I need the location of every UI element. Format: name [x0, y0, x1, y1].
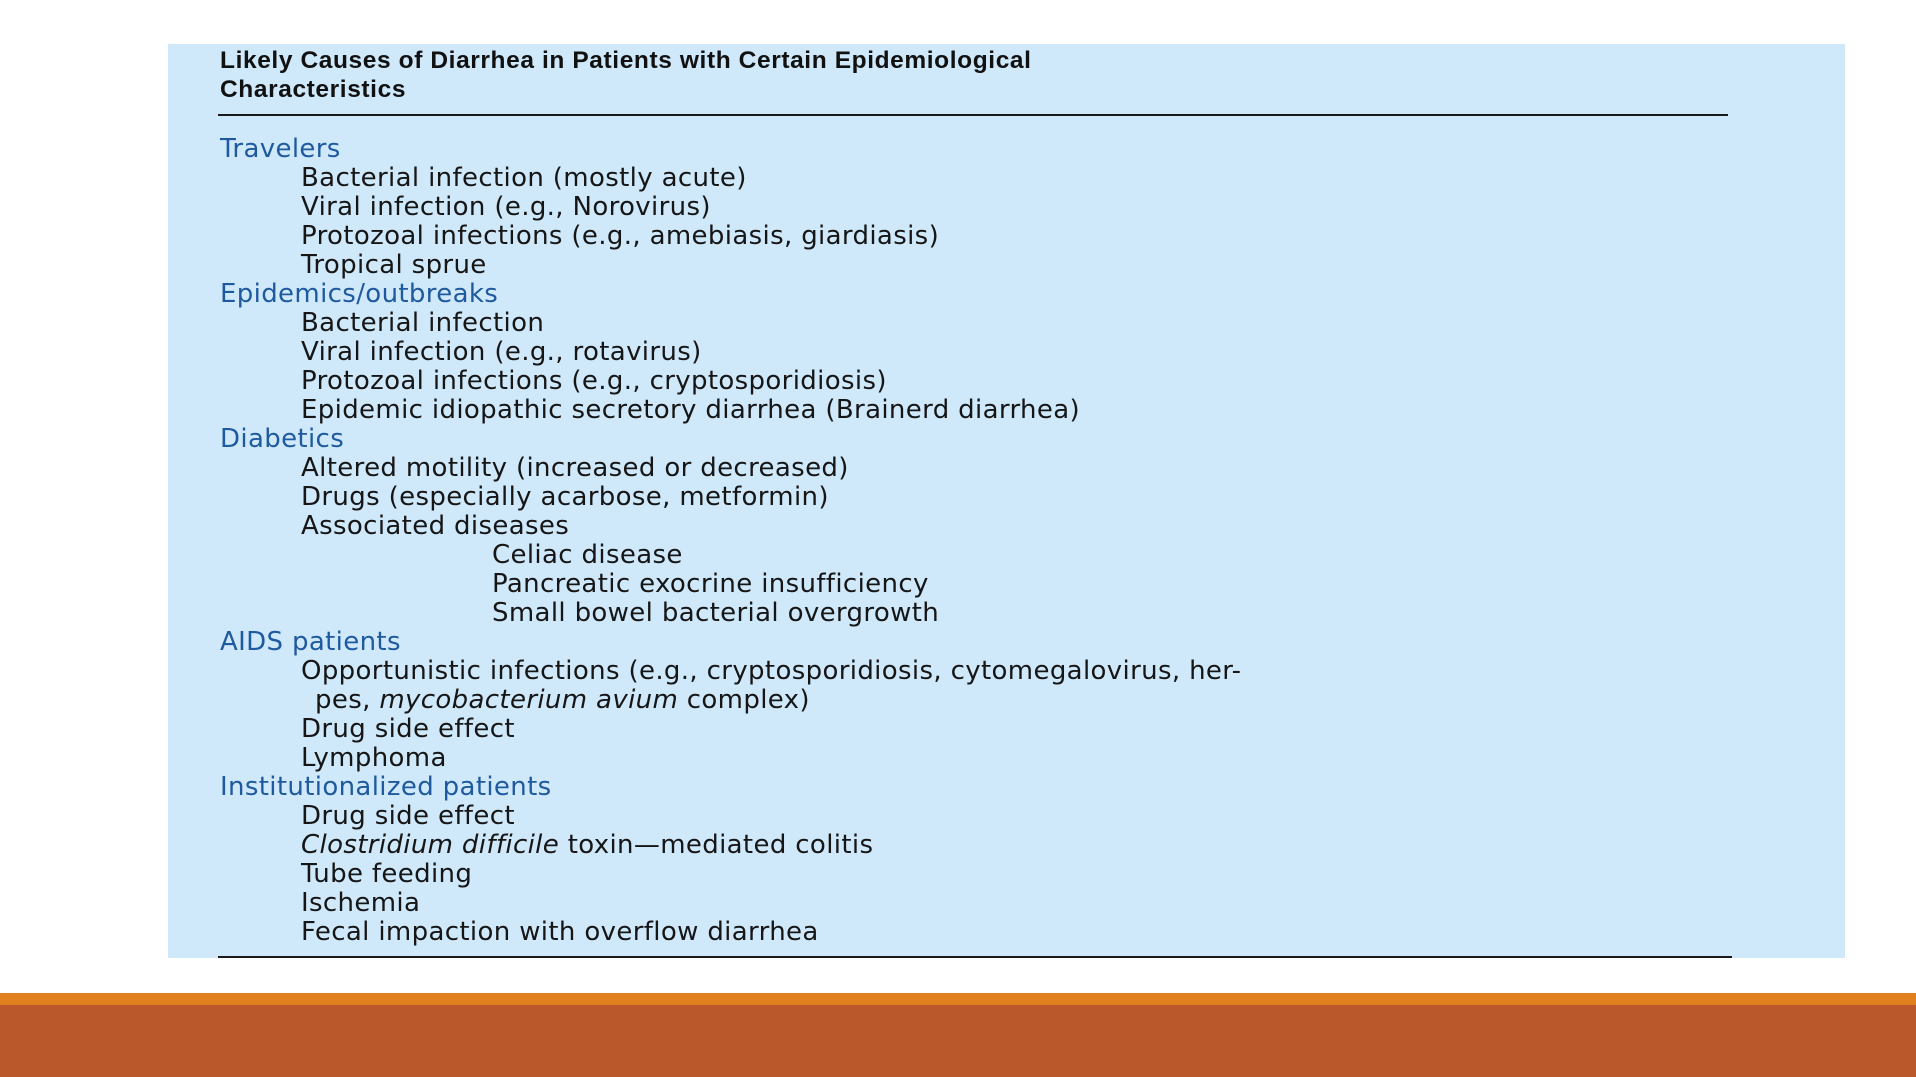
cause-subitem — [220, 599, 1241, 628]
row-text: Drug side effect — [301, 714, 515, 744]
row-text: Tube feeding — [301, 859, 473, 889]
cause-item — [220, 367, 1241, 396]
row-text-end: complex) — [678, 685, 810, 715]
row-text: Tropical sprue — [301, 250, 487, 280]
row-text: Celiac disease — [492, 540, 683, 570]
row-text: Epidemics/outbreaks — [220, 279, 499, 309]
cause-item — [220, 338, 1241, 367]
cause-item — [220, 309, 1241, 338]
category-heading — [220, 628, 1241, 657]
row-text: Ischemia — [301, 888, 421, 918]
cause-item — [220, 831, 1241, 860]
category-heading — [220, 280, 1241, 309]
cause-item — [220, 802, 1241, 831]
category-heading — [220, 135, 1241, 164]
row-text: Epidemic idiopathic secretory diarrhea (Brainerd diarrhea) — [301, 395, 1080, 425]
row-text: Bacterial infection — [301, 308, 545, 338]
cause-item — [220, 889, 1241, 918]
top-rule — [218, 114, 1728, 116]
row-text-italic: Clostridium difficile — [301, 830, 560, 860]
row-text: Diabetics — [220, 424, 345, 454]
row-text: Bacterial infection (mostly acute) — [301, 163, 747, 193]
row-text: Drugs (especially acarbose, metformin) — [301, 482, 829, 512]
row-text: Opportunistic infections (e.g., cryptosporidiosis, cytomegalovirus, her- — [301, 656, 1242, 686]
cause-item — [220, 860, 1241, 889]
cause-subitem — [220, 541, 1241, 570]
row-text: Viral infection (e.g., Norovirus) — [301, 192, 711, 222]
cause-item-continuation — [220, 686, 1241, 715]
cause-item — [220, 396, 1241, 425]
cause-item — [220, 164, 1241, 193]
cause-item — [220, 512, 1241, 541]
cause-item — [220, 193, 1241, 222]
row-text: Pancreatic exocrine insufficiency — [492, 569, 929, 599]
table-rows — [220, 135, 1241, 947]
cause-item — [220, 744, 1241, 773]
table-title-line-2: Characteristics — [220, 76, 407, 103]
cause-item — [220, 483, 1241, 512]
row-text: Associated diseases — [301, 511, 570, 541]
row-text-end: toxin—mediated colitis — [559, 830, 874, 860]
row-text: Fecal impaction with overflow diarrhea — [301, 917, 819, 947]
cause-item — [220, 251, 1241, 280]
category-heading — [220, 425, 1241, 454]
cause-item — [220, 918, 1241, 947]
cause-subitem — [220, 570, 1241, 599]
cause-item — [220, 222, 1241, 251]
row-text: Institutionalized patients — [220, 772, 552, 802]
row-text: Protozoal infections (e.g., amebiasis, giardiasis) — [301, 221, 940, 251]
row-text: Small bowel bacterial overgrowth — [492, 598, 940, 628]
category-heading — [220, 773, 1241, 802]
cause-item — [220, 657, 1241, 686]
row-text: Protozoal infections (e.g., cryptosporidiosis) — [301, 366, 887, 396]
table-title — [220, 46, 1700, 104]
bottom-rule — [218, 956, 1732, 958]
table-title-line-1: Likely Causes of Diarrhea in Patients with Certain Epidemiological — [220, 47, 1032, 74]
row-text: Lymphoma — [301, 743, 447, 773]
row-text: Viral infection (e.g., rotavirus) — [301, 337, 702, 367]
row-text-italic: mycobacterium avium — [379, 685, 679, 715]
causes-table — [168, 44, 1845, 958]
cause-item — [220, 454, 1241, 483]
row-text: Altered motility (increased or decreased) — [301, 453, 849, 483]
row-text: AIDS patients — [220, 627, 401, 657]
row-text-start: pes, — [315, 685, 380, 715]
row-text: Drug side effect — [301, 801, 515, 831]
row-text: Travelers — [220, 134, 341, 164]
cause-item — [220, 715, 1241, 744]
footer-accent-stripe — [0, 993, 1916, 1005]
footer-band — [0, 993, 1916, 1077]
